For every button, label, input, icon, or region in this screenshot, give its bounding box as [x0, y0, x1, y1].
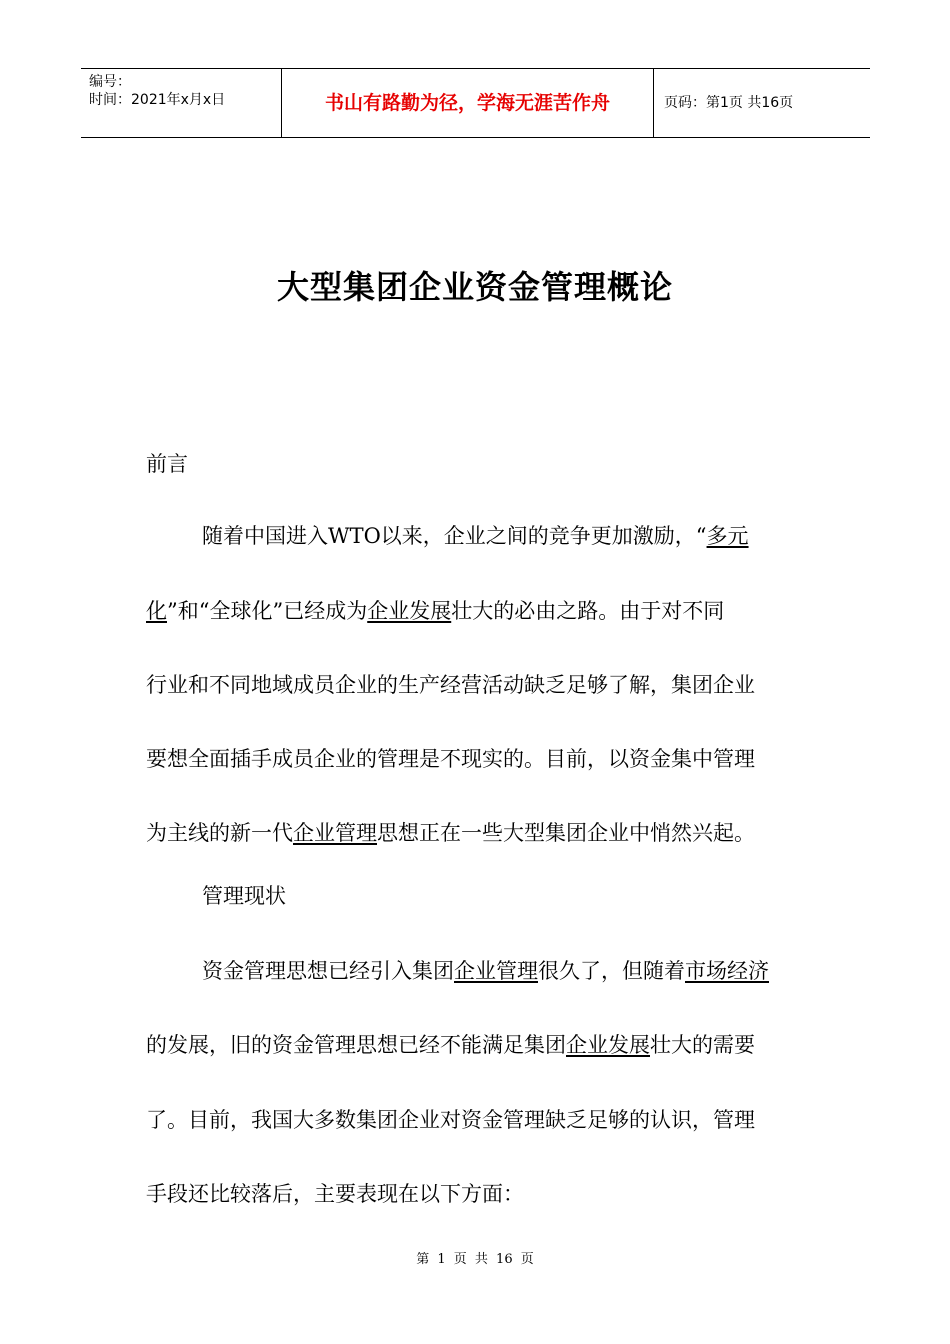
paragraph-line: [202, 520, 749, 550]
link-text[interactable]: 企业管理: [293, 821, 377, 845]
text-run: 随着中国进入WTO以来，企业之间的竞争更加激励，“: [202, 524, 707, 548]
text-run: 思想正在一些大型集团企业中悄然兴起。: [377, 821, 755, 845]
text-run: 壮大的需要: [650, 1033, 755, 1057]
link-text[interactable]: 化: [146, 599, 167, 623]
number-label: 编号：: [89, 74, 131, 90]
link-text[interactable]: 企业管理: [454, 959, 538, 983]
paragraph-line: 要想全面插手成员企业的管理是不现实的。目前，以资金集中管理: [146, 747, 755, 771]
header-page-info: 页码：第1页 共16页: [664, 95, 794, 111]
paragraph-line: [146, 1029, 755, 1059]
paragraph-line: 了。目前，我国大多数集团企业对资金管理缺乏足够的认识，管理: [146, 1108, 755, 1132]
link-text[interactable]: 企业发展: [566, 1033, 650, 1057]
page-header: [81, 68, 870, 138]
text-run: 壮大的必由之路。由于对不同: [451, 599, 725, 623]
document-title: 大型集团企业资金管理概论: [276, 268, 673, 306]
link-text[interactable]: 市场经济: [685, 959, 769, 983]
section-heading-status: 管理现状: [202, 884, 286, 908]
header-motto: 书山有路勤为径，学海无涯苦作舟: [282, 69, 654, 137]
section-heading-preface: 前言: [146, 452, 188, 476]
text-run: 为主线的新一代: [146, 821, 293, 845]
text-run: ”和“全球化”已经成为: [167, 599, 368, 623]
link-text[interactable]: 企业发展: [367, 599, 452, 623]
paragraph-line: 行业和不同地域成员企业的生产经营活动缺乏足够了解，集团企业: [146, 673, 755, 697]
header-meta: [81, 69, 282, 137]
time-label: 时间：2021年x月x日: [89, 92, 226, 108]
paragraph-line: 手段还比较落后，主要表现在以下方面：: [146, 1182, 524, 1206]
page-footer: 第 1 页 共 16 页: [416, 1252, 534, 1267]
text-run: 很久了，但随着: [538, 959, 685, 983]
paragraph-line: [146, 817, 755, 847]
text-run: 资金管理思想已经引入集团: [202, 959, 454, 983]
paragraph-line: [202, 955, 769, 985]
text-run: 的发展，旧的资金管理思想已经不能满足集团: [146, 1033, 566, 1057]
link-text[interactable]: 多元: [706, 524, 749, 548]
paragraph-line: [146, 595, 724, 625]
